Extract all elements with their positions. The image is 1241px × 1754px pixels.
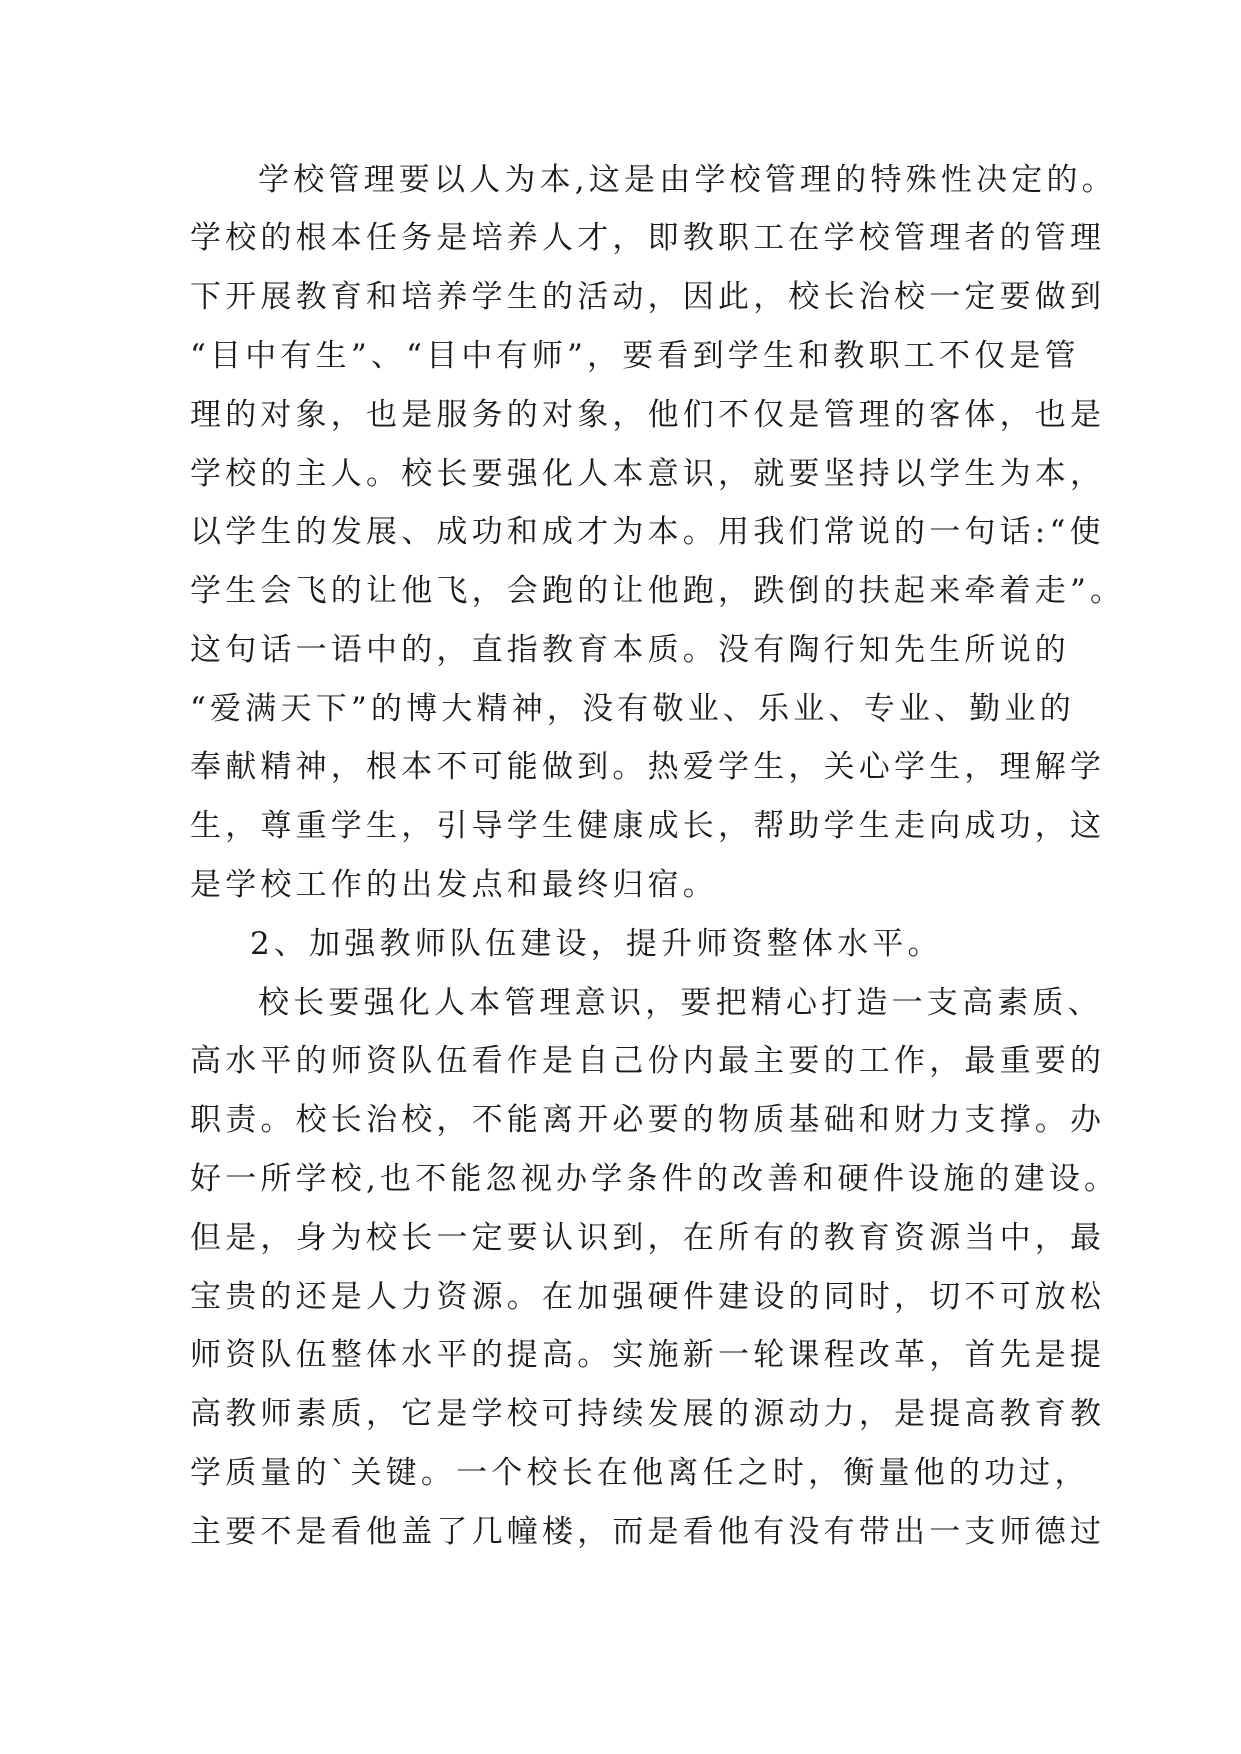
text-line: 以学生的发展、成功和成才为本。用我们常说的一句话:“使 xyxy=(190,514,1105,550)
text-line: “爱满天下”的博大精神，没有敬业、乐业、专业、勤业的 xyxy=(190,691,1075,727)
text-line: 生，尊重学生，引导学生健康成长，帮助学生走向成功，这 xyxy=(190,808,1106,844)
text-line: 是学校工作的出发点和最终归宿。 xyxy=(190,867,718,903)
text-line: 但是，身为校长一定要认识到，在所有的教育资源当中，最 xyxy=(190,1220,1106,1256)
text-line: 高水平的师资队伍看作是自己份内最主要的工作，最重要的 xyxy=(190,1043,1106,1079)
text-line: “目中有生”、“目中有师”，要看到学生和教职工不仅是管 xyxy=(190,338,1080,374)
text-line: 校长要强化人本管理意识，要把精心打造一支高素质、 xyxy=(258,985,1103,1021)
text-line: 学校管理要以人为本,这是由学校管理的特殊性决定的。 xyxy=(258,162,1117,198)
text-line: 高教师素质，它是学校可持续发展的源动力，是提高教育教 xyxy=(190,1396,1106,1432)
text-line: 职责。校长治校，不能离开必要的物质基础和财力支撑。办 xyxy=(190,1102,1106,1138)
text-line: 主要不是看他盖了几幢楼，而是看他有没有带出一支师德过 xyxy=(190,1514,1106,1550)
text-line: 这句话一语中的，直指教育本质。没有陶行知先生所说的 xyxy=(190,632,1070,668)
section-heading: 2、加强教师队伍建设，提升师资整体水平。 xyxy=(250,926,943,962)
text-line: 学质量的`关键。一个校长在他离任之时，衡量他的功过， xyxy=(190,1455,1090,1491)
text-line: 下开展教育和培养学生的活动，因此，校长治校一定要做到 xyxy=(190,279,1106,315)
text-line: 奉献精神，根本不可能做到。热爱学生，关心学生，理解学 xyxy=(190,749,1106,785)
text-line: 学校的根本任务是培养人才，即教职工在学校管理者的管理 xyxy=(190,220,1106,256)
text-line: 师资队伍整体水平的提高。实施新一轮课程改革，首先是提 xyxy=(190,1337,1106,1373)
text-line: 好一所学校,也不能忽视办学条件的改善和硬件设施的建设。 xyxy=(190,1161,1120,1197)
text-line: 学生会飞的让他飞，会跑的让他跑，跌倒的扶起来牵着走”。 xyxy=(190,573,1126,609)
text-line: 宝贵的还是人力资源。在加强硬件建设的同时，切不可放松 xyxy=(190,1279,1106,1315)
text-line: 学校的主人。校长要强化人本意识，就要坚持以学生为本， xyxy=(190,456,1106,492)
text-line: 理的对象，也是服务的对象，他们不仅是管理的客体，也是 xyxy=(190,397,1106,433)
